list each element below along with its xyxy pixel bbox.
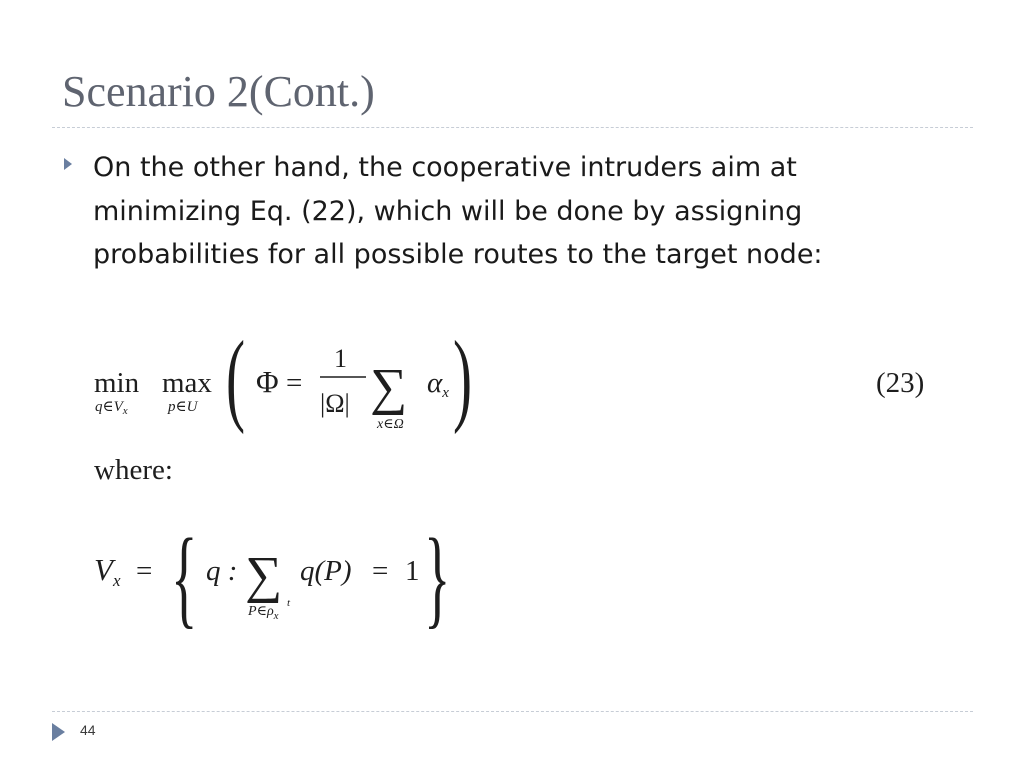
eq-min-sub-V: V — [113, 399, 123, 415]
vx-q-colon: q : — [206, 555, 238, 587]
where-label: where: — [94, 454, 173, 486]
eq-alpha-sub: x — [442, 385, 449, 401]
slide-title: Scenario 2(Cont.) — [62, 67, 375, 116]
footer-divider — [52, 711, 973, 712]
vx-sum-sup-t: t — [287, 597, 291, 609]
footer-triangle-icon — [52, 723, 65, 741]
eq-min-subscript — [95, 399, 128, 417]
vx-left-brace: { — [171, 516, 198, 639]
vx-V: V — [94, 552, 113, 587]
eq-equals: = — [286, 367, 303, 399]
eq-numerator: 1 — [334, 344, 347, 373]
eq-right-paren: ) — [453, 320, 473, 436]
eq-min: min — [94, 367, 140, 399]
eq-phi: Φ — [256, 364, 279, 399]
vx-sum-sub-in: ∈ — [256, 604, 267, 619]
eq-alpha-symbol: α — [427, 367, 443, 399]
equation-23 — [94, 320, 924, 435]
eq-alpha — [427, 367, 449, 401]
vx-lhs — [94, 552, 121, 590]
eq-left-paren: ( — [225, 320, 246, 436]
vx-one: 1 — [405, 555, 420, 587]
bullet-line-2: minimizing Eq. (22), which will be done by assigning — [93, 195, 803, 227]
vx-sum-symbol: ∑ — [245, 547, 283, 604]
vx-sum-sub-P: P — [248, 604, 257, 619]
vx-sum-subscript — [247, 604, 279, 622]
eq-min-sub-q: q — [95, 399, 103, 415]
equation-vx — [94, 517, 450, 638]
eq-sum-symbol: ∑ — [370, 359, 408, 416]
vx-V-sub: x — [112, 571, 121, 590]
vx-sum-sub-rho: ρ — [266, 604, 274, 619]
eq-denominator: |Ω| — [320, 389, 350, 418]
eq-max-subscript: p∈U — [168, 399, 198, 415]
eq-number: (23) — [876, 367, 925, 399]
eq-sum-subscript: x∈Ω — [377, 417, 404, 432]
vx-right-brace: } — [424, 516, 451, 639]
vx-equals-2: = — [372, 555, 389, 587]
eq-min-sub-in: ∈ — [102, 399, 114, 415]
vx-sum-sub-x: x — [273, 610, 279, 622]
vx-equals: = — [136, 555, 153, 587]
vx-qP: q(P) — [300, 555, 352, 587]
page-number: 44 — [80, 722, 96, 738]
eq-max: max — [162, 367, 212, 399]
bullet-line-3: probabilities for all possible routes to the target node: — [93, 239, 823, 270]
eq-min-sub-x: x — [122, 405, 128, 417]
bullet-line-1: On the other hand, the cooperative intruders aim at — [93, 152, 797, 183]
